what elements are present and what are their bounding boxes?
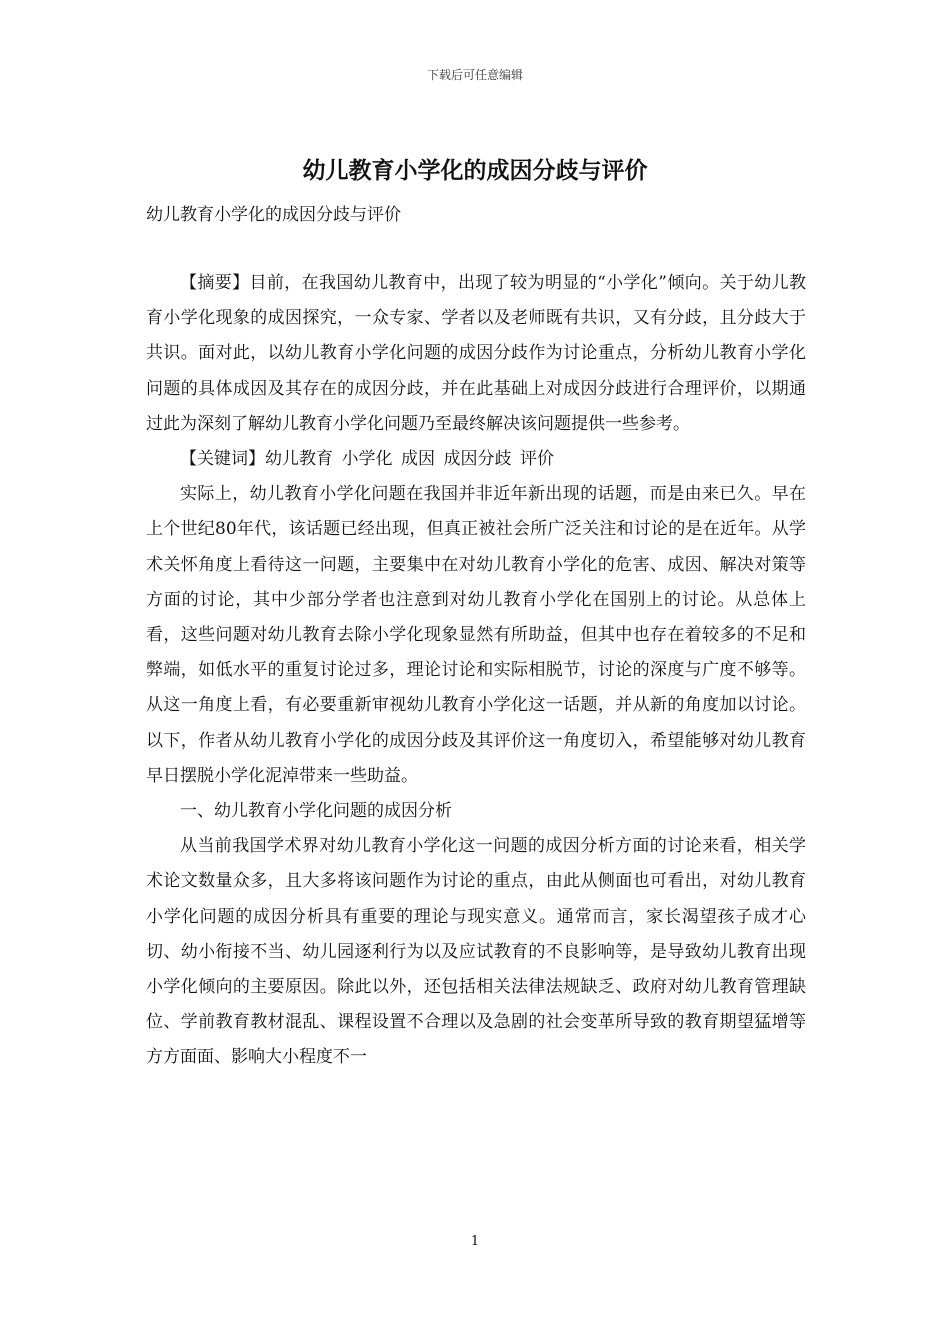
document-body: [146, 266, 806, 1076]
intro-paragraph: 实际上，幼儿教育小学化问题在我国并非近年新出现的话题，而是由来已久。早在上个世纪80年代，该话题已经出现，但真正被社会所广泛关注和讨论的是在近年。从学术关怀角度上看待这一问题，主要集中在对幼儿教育小学化的危害、成因、解决对策等方面的讨论，其中少部分学者也注意到对幼儿教育小学化在国别上的讨论。从总体上看，这些问题对幼儿教育去除小学化现象显然有所助益，但其中也存在着较多的不足和弊端，如低水平的重复讨论过多，理论讨论和实际相脱节，讨论的深度与广度不够等。从这一角度上看，有必要重新审视幼儿教育小学化这一话题，并从新的角度加以讨论。以下，作者从幼儿教育小学化的成因分歧及其评价这一角度切入，希望能够对幼儿教育早日摆脱小学化泥淖带来一些助益。: [146, 484, 806, 786]
document-title: 幼儿教育小学化的成因分歧与评价: [302, 157, 648, 184]
document-subtitle: 幼儿教育小学化的成因分歧与评价: [146, 205, 401, 225]
abstract-paragraph: 【摘要】目前，在我国幼儿教育中，出现了较为明显的“小学化”倾向。关于幼儿教育小学化现象的成因探究，一众专家、学者以及老师既有共识，又有分歧，且分歧大于共识。面对此，以幼儿教育小学化问题的成因分歧作为讨论重点，分析幼儿教育小学化问题的具体成因及其存在的成因分歧，并在此基础上对成因分歧进行合理评价，以期通过此为深刻了解幼儿教育小学化问题乃至最终解决该问题提供一些参考。: [146, 273, 806, 434]
section-heading: 一、幼儿教育小学化问题的成因分析: [180, 801, 452, 822]
keyword: 评价: [520, 449, 554, 470]
keywords-paragraph: [146, 442, 806, 477]
keyword: 成因分歧: [443, 449, 512, 470]
keyword: 成因: [401, 449, 435, 470]
section-paragraph: 从当前我国学术界对幼儿教育小学化这一问题的成因分析方面的讨论来看，相关学术论文数量众多，且大多将该问题作为讨论的重点，由此从侧面也可看出，对幼儿教育小学化问题的成因分析具有重要的理论与现实意义。通常而言，家长渴望孩子成才心切、幼小衔接不当、幼儿园逐利行为以及应试教育的不良影响等，是导致幼儿教育出现小学化倾向的主要原因。除此以外，还包括相关法律法规缺乏、政府对幼儿教育管理缺位、学前教育教材混乱、课程设置不合理以及急剧的社会变革所导致的教育期望猛增等方方面面、影响大小程度不一: [146, 836, 806, 1068]
page-header-note: 下载后可任意编辑: [426, 68, 523, 82]
keyword: 小学化: [341, 449, 393, 470]
keywords-label: 【关键词】: [180, 449, 265, 470]
keyword: 幼儿教育: [265, 449, 333, 470]
page-number: 1: [470, 1234, 480, 1249]
